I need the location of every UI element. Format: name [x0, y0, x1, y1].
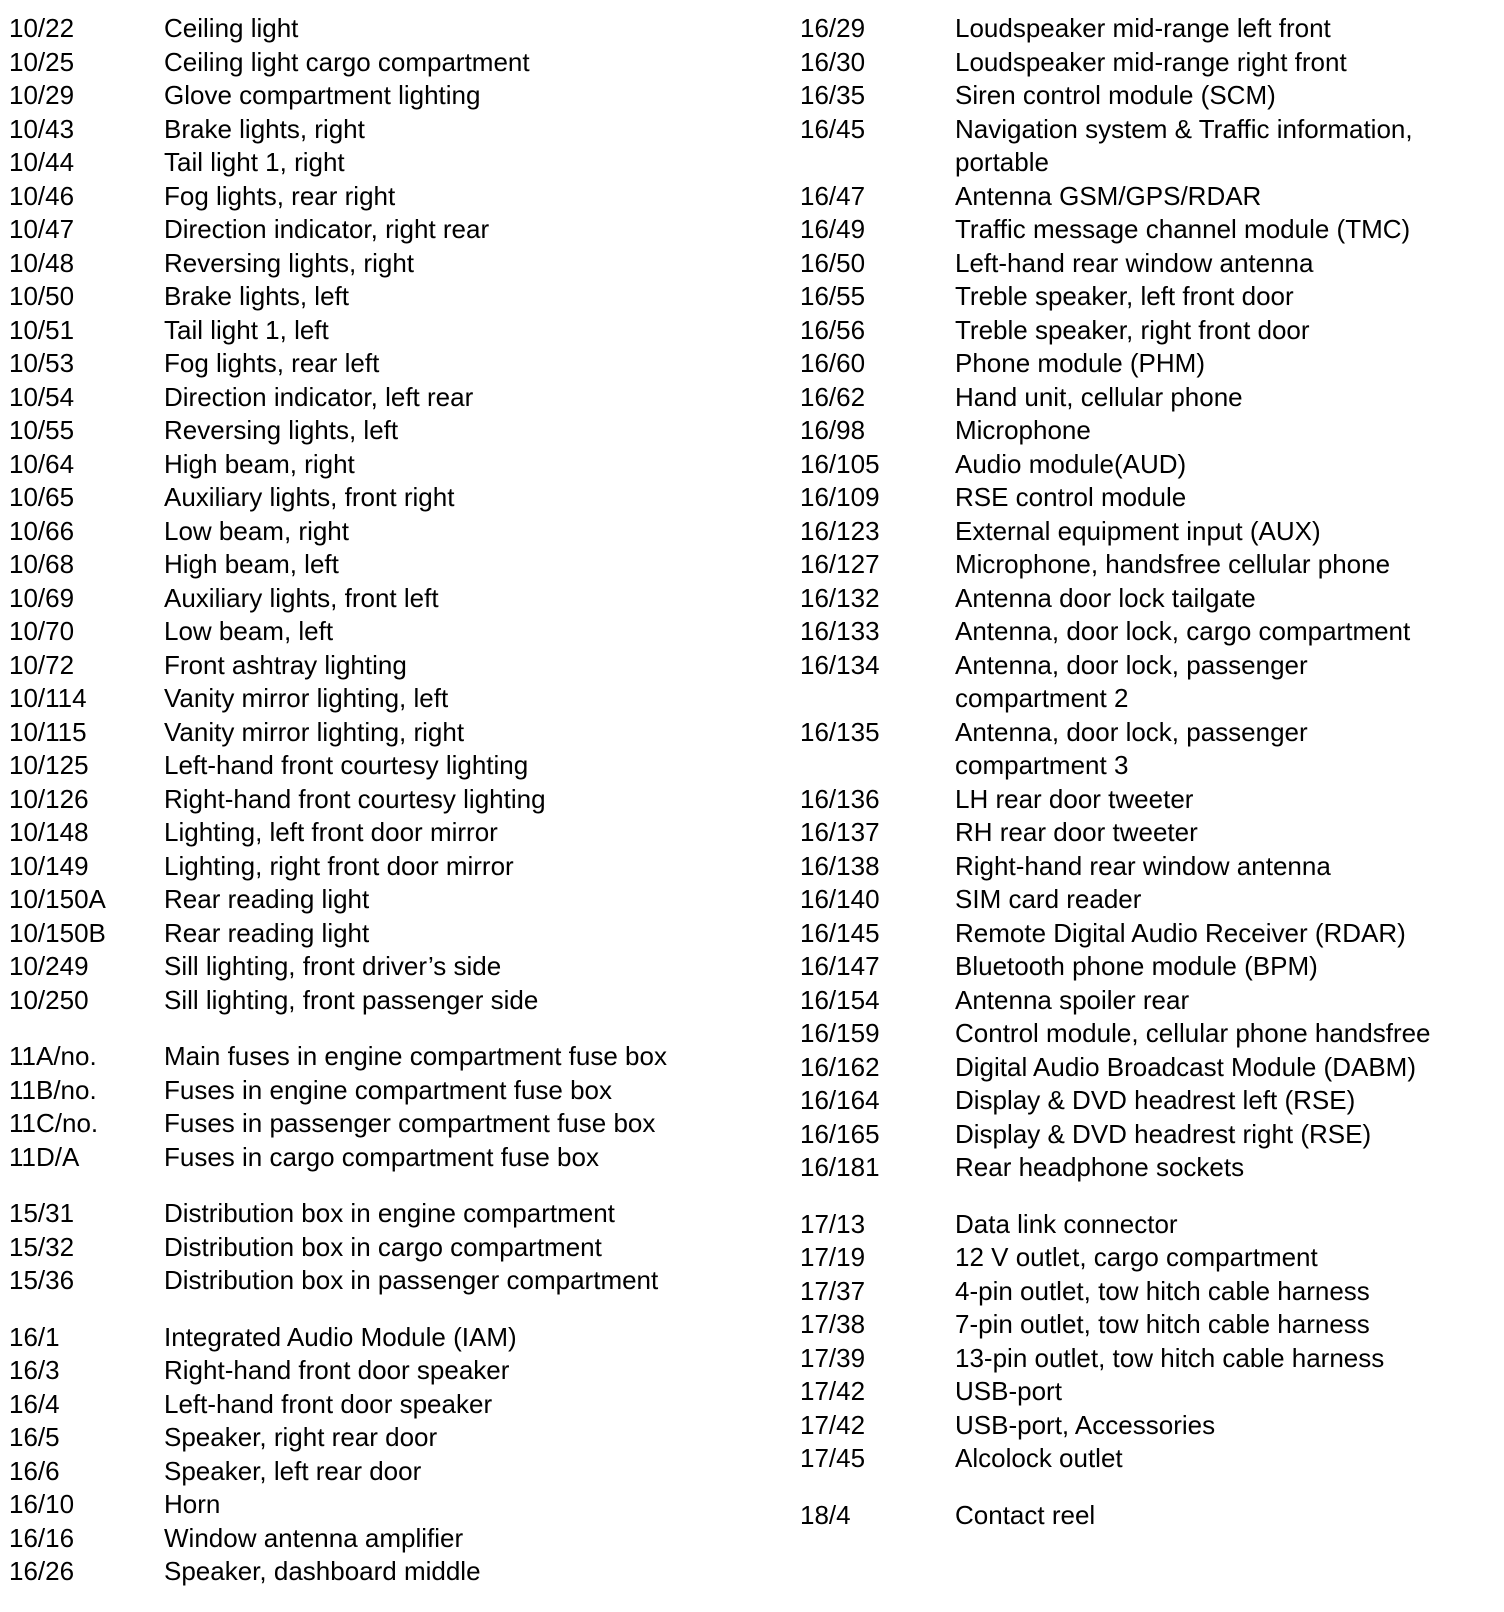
component-code: 16/127	[800, 549, 880, 579]
component-description: Bluetooth phone module (BPM)	[955, 951, 1318, 981]
list-item	[800, 247, 1490, 281]
component-description: Direction indicator, right rear	[164, 214, 490, 244]
component-code: 10/150B	[9, 917, 106, 948]
component-group	[800, 1208, 1490, 1476]
component-description: Treble speaker, right front door	[955, 314, 1310, 345]
component-code: 16/154	[800, 984, 880, 1015]
component-code: 16/62	[800, 381, 866, 412]
component-description: Treble speaker, left front door	[955, 281, 1294, 311]
list-item	[800, 1118, 1490, 1152]
component-code: 10/250	[9, 984, 89, 1015]
component-description: Brake lights, left	[164, 281, 349, 311]
component-code: 16/1	[9, 1321, 60, 1352]
component-code: 10/47	[9, 214, 75, 244]
component-description: Distribution box in passenger compartment	[164, 1265, 659, 1295]
list-item	[9, 146, 769, 180]
list-item	[800, 850, 1490, 884]
component-description: Fuses in passenger compartment fuse box	[164, 1108, 656, 1138]
component-code: 10/22	[9, 13, 75, 43]
component-code: 15/36	[9, 1265, 75, 1295]
list-item	[800, 783, 1490, 817]
list-item	[800, 1151, 1490, 1185]
component-description: Speaker, right rear door	[164, 1422, 438, 1452]
list-item	[9, 1354, 769, 1388]
list-item	[9, 783, 769, 817]
component-description: Fuses in cargo compartment fuse box	[164, 1141, 599, 1172]
list-item	[9, 1421, 769, 1455]
list-item	[9, 816, 769, 850]
list-item	[800, 950, 1490, 984]
list-item	[800, 381, 1490, 415]
component-code: 16/165	[800, 1118, 880, 1149]
list-item	[800, 1308, 1490, 1342]
component-description: LH rear door tweeter	[955, 783, 1194, 814]
component-code: 10/249	[9, 951, 89, 981]
list-item	[800, 1241, 1490, 1275]
list-item	[9, 950, 769, 984]
component-list-right-column	[800, 12, 1490, 1532]
component-code: 10/29	[9, 80, 75, 110]
component-description: Ceiling light	[164, 13, 299, 43]
component-code: 10/149	[9, 850, 89, 881]
component-description: Direction indicator, left rear	[164, 381, 474, 412]
component-code: 17/13	[800, 1208, 866, 1239]
list-item	[800, 1051, 1490, 1085]
component-description: Traffic message channel module (TMC)	[955, 214, 1411, 244]
list-item	[9, 984, 769, 1018]
component-code: 16/26	[9, 1556, 75, 1586]
component-code: 16/134	[800, 649, 880, 680]
component-code: 16/16	[9, 1522, 75, 1553]
component-code: 15/32	[9, 1231, 75, 1262]
list-item	[9, 46, 769, 80]
list-item	[9, 1264, 769, 1298]
component-description: RSE control module	[955, 482, 1187, 512]
list-item	[9, 716, 769, 750]
component-code: 16/6	[9, 1455, 60, 1486]
component-description: Antenna door lock tailgate	[955, 582, 1256, 613]
component-description: Window antenna amplifier	[164, 1522, 464, 1553]
component-description: Auxiliary lights, front left	[164, 582, 439, 613]
component-description: Antenna spoiler rear	[955, 984, 1190, 1015]
component-code: 16/45	[800, 113, 866, 144]
component-description: SIM card reader	[955, 884, 1142, 914]
list-item	[800, 1442, 1490, 1476]
component-description: Lighting, right front door mirror	[164, 850, 514, 881]
component-code: 16/55	[800, 281, 866, 311]
list-item	[9, 515, 769, 549]
list-item	[800, 46, 1490, 80]
component-group	[9, 1321, 769, 1589]
component-description: Rear reading light	[164, 917, 370, 948]
list-item	[800, 1342, 1490, 1376]
component-list-left-column	[9, 12, 769, 1589]
list-item	[9, 1388, 769, 1422]
component-description: Tail light 1, left	[164, 314, 329, 345]
component-description: Speaker, left rear door	[164, 1455, 422, 1486]
component-group	[800, 12, 1490, 1185]
component-code: 16/181	[800, 1152, 880, 1182]
component-description: Display & DVD headrest right (RSE)	[955, 1118, 1372, 1149]
component-code: 17/39	[800, 1342, 866, 1373]
component-code: 16/135	[800, 716, 880, 747]
component-code: 10/51	[9, 314, 75, 345]
component-description: External equipment input (AUX)	[955, 515, 1321, 546]
list-item	[800, 280, 1490, 314]
list-item	[800, 448, 1490, 482]
list-item	[9, 79, 769, 113]
component-description: RH rear door tweeter	[955, 817, 1198, 847]
component-description: Vanity mirror lighting, left	[164, 683, 449, 713]
component-group	[9, 1197, 769, 1298]
list-item	[9, 1074, 769, 1108]
component-code: 16/137	[800, 817, 880, 847]
component-description: 4-pin outlet, tow hitch cable harness	[955, 1275, 1370, 1306]
list-item	[800, 12, 1490, 46]
component-description: Contact reel	[955, 1499, 1096, 1530]
component-code: 10/66	[9, 515, 75, 546]
list-item	[800, 1208, 1490, 1242]
list-item	[800, 716, 1490, 783]
component-description: Right-hand front courtesy lighting	[164, 783, 546, 814]
list-item	[800, 347, 1490, 381]
component-description: 12 V outlet, cargo compartment	[955, 1242, 1318, 1272]
list-item	[800, 213, 1490, 247]
list-item	[9, 280, 769, 314]
list-item	[9, 1321, 769, 1355]
component-code: 16/50	[800, 247, 866, 278]
component-code: 17/37	[800, 1275, 866, 1306]
component-code: 16/123	[800, 515, 880, 546]
component-description: Front ashtray lighting	[164, 649, 407, 680]
component-description: Fog lights, rear left	[164, 348, 380, 378]
component-description: Antenna, door lock, passenger compartment 2	[955, 649, 1308, 713]
component-code: 16/145	[800, 917, 880, 948]
component-code: 10/65	[9, 482, 75, 512]
component-code: 16/147	[800, 951, 880, 981]
list-item	[9, 381, 769, 415]
component-code: 16/105	[800, 448, 880, 479]
component-code: 10/114	[9, 683, 87, 713]
component-code: 10/53	[9, 348, 75, 378]
list-item	[800, 1375, 1490, 1409]
list-item	[9, 883, 769, 917]
component-code: 16/60	[800, 348, 866, 378]
list-item	[9, 414, 769, 448]
component-code: 16/109	[800, 482, 880, 512]
list-item	[9, 314, 769, 348]
component-description: Loudspeaker mid-range right front	[955, 46, 1347, 77]
component-description: 13-pin outlet, tow hitch cable harness	[955, 1342, 1385, 1373]
list-item	[9, 615, 769, 649]
component-description: USB-port, Accessories	[955, 1409, 1216, 1440]
component-description: Tail light 1, right	[164, 147, 345, 177]
list-item	[9, 1197, 769, 1231]
component-description: Left-hand front courtesy lighting	[164, 750, 529, 780]
component-code: 16/164	[800, 1085, 880, 1115]
component-description: Auxiliary lights, front right	[164, 482, 455, 512]
list-item	[9, 749, 769, 783]
list-item	[800, 1275, 1490, 1309]
component-code: 17/42	[800, 1376, 866, 1406]
component-description: Phone module (PHM)	[955, 348, 1205, 378]
list-item	[800, 1084, 1490, 1118]
component-description: Distribution box in engine compartment	[164, 1198, 615, 1228]
list-item	[800, 481, 1490, 515]
list-item	[800, 1409, 1490, 1443]
component-description: Lighting, left front door mirror	[164, 817, 498, 847]
list-item	[9, 448, 769, 482]
component-code: 16/5	[9, 1422, 60, 1452]
component-code: 10/115	[9, 716, 87, 747]
list-item	[9, 649, 769, 683]
component-description: Low beam, right	[164, 515, 349, 546]
component-description: Reversing lights, right	[164, 247, 414, 278]
component-code: 17/19	[800, 1242, 866, 1272]
component-description: Data link connector	[955, 1208, 1178, 1239]
component-code: 16/49	[800, 214, 866, 244]
component-description: Glove compartment lighting	[164, 80, 481, 110]
component-description: Fuses in engine compartment fuse box	[164, 1074, 613, 1105]
list-item	[9, 213, 769, 247]
component-code: 16/47	[800, 180, 866, 211]
component-code: 10/148	[9, 817, 89, 847]
list-item	[9, 850, 769, 884]
component-description: Display & DVD headrest left (RSE)	[955, 1085, 1356, 1115]
component-code: 16/132	[800, 582, 880, 613]
component-group	[800, 1499, 1490, 1533]
component-description: Vanity mirror lighting, right	[164, 716, 465, 747]
component-description: Ceiling light cargo compartment	[164, 46, 530, 77]
component-description: Distribution box in cargo compartment	[164, 1231, 602, 1262]
component-description: Microphone	[955, 415, 1091, 445]
component-code: 10/64	[9, 448, 75, 479]
component-code: 17/38	[800, 1309, 866, 1339]
component-code: 16/4	[9, 1388, 60, 1419]
list-item	[800, 883, 1490, 917]
component-description: Fog lights, rear right	[164, 180, 396, 211]
component-code: 10/54	[9, 381, 75, 412]
component-description: Right-hand rear window antenna	[955, 850, 1331, 881]
component-description: Left-hand front door speaker	[164, 1388, 493, 1419]
component-code: 10/69	[9, 582, 75, 613]
list-item	[9, 582, 769, 616]
component-description: Integrated Audio Module (IAM)	[164, 1321, 517, 1352]
component-code: 16/133	[800, 616, 880, 646]
component-description: Hand unit, cellular phone	[955, 381, 1243, 412]
list-item	[9, 1141, 769, 1175]
list-item	[800, 816, 1490, 850]
list-item	[800, 649, 1490, 716]
component-code: 10/70	[9, 616, 75, 646]
list-item	[800, 1017, 1490, 1051]
component-code: 16/29	[800, 13, 866, 43]
component-code: 10/25	[9, 46, 75, 77]
component-description: Speaker, dashboard middle	[164, 1556, 481, 1586]
component-description: Loudspeaker mid-range left front	[955, 13, 1331, 43]
component-description: Navigation system & Traffic information, portable	[955, 113, 1413, 177]
component-description: Antenna, door lock, passenger compartment 3	[955, 716, 1308, 780]
component-code: 16/138	[800, 850, 880, 881]
list-item	[800, 515, 1490, 549]
list-item	[800, 548, 1490, 582]
list-item	[9, 1107, 769, 1141]
component-code: 16/10	[9, 1489, 75, 1519]
component-description: Main fuses in engine compartment fuse box	[164, 1041, 667, 1071]
list-item	[800, 414, 1490, 448]
component-code: 16/140	[800, 884, 880, 914]
component-description: Microphone, handsfree cellular phone	[955, 549, 1391, 579]
component-code: 16/162	[800, 1051, 880, 1082]
list-item	[9, 1555, 769, 1589]
list-item	[9, 1488, 769, 1522]
component-description: High beam, right	[164, 448, 355, 479]
component-code: 17/45	[800, 1443, 866, 1473]
component-code: 16/30	[800, 46, 866, 77]
component-description: Alcolock outlet	[955, 1443, 1123, 1473]
component-description: Antenna, door lock, cargo compartment	[955, 616, 1411, 646]
component-description: 7-pin outlet, tow hitch cable harness	[955, 1309, 1370, 1339]
list-item	[9, 548, 769, 582]
component-code: 10/46	[9, 180, 75, 211]
component-description: Digital Audio Broadcast Module (DABM)	[955, 1051, 1416, 1082]
component-code: 15/31	[9, 1198, 75, 1228]
component-description: Sill lighting, front driver’s side	[164, 951, 502, 981]
list-item	[800, 314, 1490, 348]
component-description: USB-port	[955, 1376, 1062, 1406]
list-item	[9, 481, 769, 515]
component-code: 10/72	[9, 649, 75, 680]
list-item	[9, 917, 769, 951]
component-code: 10/55	[9, 415, 75, 445]
component-description: Reversing lights, left	[164, 415, 399, 445]
component-code: 16/159	[800, 1018, 880, 1048]
component-code: 11B/no.	[9, 1074, 97, 1105]
component-code: 16/3	[9, 1355, 60, 1385]
list-item	[800, 917, 1490, 951]
component-description: Low beam, left	[164, 616, 334, 646]
component-code: 11C/no.	[9, 1108, 99, 1138]
component-code: 10/125	[9, 750, 89, 780]
component-description: Rear reading light	[164, 884, 370, 914]
component-description: Control module, cellular phone handsfree	[955, 1018, 1431, 1048]
component-description: High beam, left	[164, 549, 339, 579]
component-code: 10/126	[9, 783, 89, 814]
list-item	[9, 1455, 769, 1489]
list-item	[9, 682, 769, 716]
list-item	[800, 984, 1490, 1018]
component-description: Horn	[164, 1489, 221, 1519]
list-item	[9, 180, 769, 214]
component-description: Brake lights, right	[164, 113, 365, 144]
list-item	[9, 1522, 769, 1556]
component-code: 16/136	[800, 783, 880, 814]
list-item	[9, 1231, 769, 1265]
component-description: Sill lighting, front passenger side	[164, 984, 539, 1015]
list-item	[9, 113, 769, 147]
component-description: Rear headphone sockets	[955, 1152, 1245, 1182]
component-group	[9, 12, 769, 1017]
component-description: Antenna GSM/GPS/RDAR	[955, 180, 1262, 211]
component-code: 10/43	[9, 113, 75, 144]
component-code: 10/50	[9, 281, 75, 311]
list-item	[800, 113, 1490, 180]
component-code: 17/42	[800, 1409, 866, 1440]
list-item	[800, 180, 1490, 214]
component-code: 18/4	[800, 1499, 851, 1530]
component-description: Siren control module (SCM)	[955, 80, 1276, 110]
list-item	[9, 12, 769, 46]
component-description: Audio module(AUD)	[955, 448, 1187, 479]
list-item	[800, 582, 1490, 616]
component-code: 10/150A	[9, 884, 106, 914]
list-item	[9, 347, 769, 381]
component-code: 11A/no.	[9, 1041, 97, 1071]
list-item	[9, 247, 769, 281]
list-item	[800, 615, 1490, 649]
component-code: 10/68	[9, 549, 75, 579]
list-item	[800, 79, 1490, 113]
list-item	[800, 1499, 1490, 1533]
component-code: 16/98	[800, 415, 866, 445]
component-code: 10/48	[9, 247, 75, 278]
component-code: 16/35	[800, 80, 866, 110]
component-description: Right-hand front door speaker	[164, 1355, 510, 1385]
component-group	[9, 1040, 769, 1174]
list-item	[9, 1040, 769, 1074]
component-code: 10/44	[9, 147, 75, 177]
component-code: 11D/A	[9, 1141, 80, 1172]
component-code: 16/56	[800, 314, 866, 345]
component-description: Remote Digital Audio Receiver (RDAR)	[955, 917, 1406, 948]
component-description: Left-hand rear window antenna	[955, 247, 1314, 278]
